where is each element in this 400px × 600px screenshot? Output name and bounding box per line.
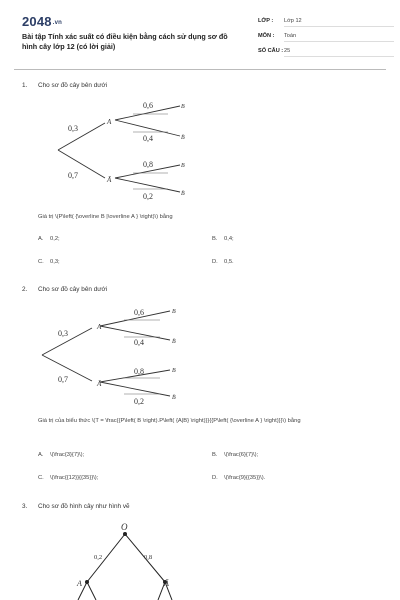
node-a-1: A: [107, 118, 112, 126]
svg-text:B: B: [172, 368, 176, 374]
right-prob: 0,8: [144, 554, 153, 561]
question-2-stem: Giá trị của biểu thức \(T = \frac{{P\left( B \right).P\left( {A|B} \right)}}{{P\left( {\overline A } \right)}}\) bằng: [38, 418, 301, 424]
tree-diagram-1: [0, 90, 400, 210]
svg-text:B̄: B̄: [172, 339, 176, 345]
tree-diagram-2: [0, 298, 400, 410]
svg-text:0,2: 0,2: [134, 397, 144, 406]
page-header: 2048.vn Bài tập Tính xác suất có điều kiện bằng cách sử dụng sơ đồ hình cây lớp 12 (có lời giải) LỚP : Lớp 12 MÔN : Toán SỐ CÂU : 25: [0, 0, 400, 68]
tree-diagram-3: [0, 520, 400, 600]
node-b-1a: B: [181, 104, 185, 110]
node-b-1b: B: [181, 163, 185, 169]
node-abar-1: Ā: [107, 176, 112, 184]
svg-text:0,3: 0,3: [58, 329, 68, 338]
node-o: O: [121, 522, 128, 532]
site-logo[interactable]: 2048.vn: [22, 14, 63, 29]
svg-text:B̄: B̄: [172, 395, 176, 401]
ab-label-1: 0,6: [143, 101, 153, 110]
page-title: Bài tập Tính xác suất có điều kiện bằng cách sử dụng sơ đồ hình cây lớp 12 (có lời giải): [22, 32, 228, 51]
left-prob: 0,2: [94, 554, 103, 561]
q2-option-a[interactable]: A. \(\frac{3}{7}\);: [38, 452, 85, 458]
node-abar-3: Ā: [164, 579, 169, 588]
q1-option-b[interactable]: B. 0,4;: [212, 236, 234, 242]
abbar-label-1: 0,4: [143, 134, 153, 143]
svg-text:0,6: 0,6: [134, 308, 144, 317]
svg-text:Ā: Ā: [97, 380, 102, 388]
question-1-stem: Giá trị \(P\left( {\overline B |\overline A } \right)\) bằng: [38, 214, 173, 220]
svg-text:A: A: [97, 323, 102, 331]
q2-option-d[interactable]: D. \(\frac{9}{{35}}\).: [212, 475, 266, 481]
q1-option-c[interactable]: C. 0,3;: [38, 259, 60, 265]
node-bbar-1a: B̄: [181, 135, 185, 141]
q1-option-a[interactable]: A. 0,2;: [38, 236, 60, 242]
p-abar-label-1: 0,7: [68, 171, 78, 180]
q2-option-c[interactable]: C. \(\frac{{12}}{{35}}\);: [38, 475, 99, 481]
abarb-label-1: 0,8: [143, 160, 153, 169]
svg-text:0,4: 0,4: [134, 338, 144, 347]
abarbbar-label-1: 0,2: [143, 192, 153, 201]
node-bbar-1b: B̄: [181, 191, 185, 197]
svg-text:0,7: 0,7: [58, 375, 68, 384]
svg-text:B: B: [172, 309, 176, 315]
q1-option-d[interactable]: D. 0,5.: [212, 259, 234, 265]
p-a-label-1: 0,3: [68, 124, 78, 133]
header-divider: [14, 69, 386, 70]
node-a-3: A: [77, 579, 82, 588]
q2-option-b[interactable]: B. \(\frac{6}{7}\);: [212, 452, 259, 458]
svg-text:0,8: 0,8: [134, 367, 144, 376]
